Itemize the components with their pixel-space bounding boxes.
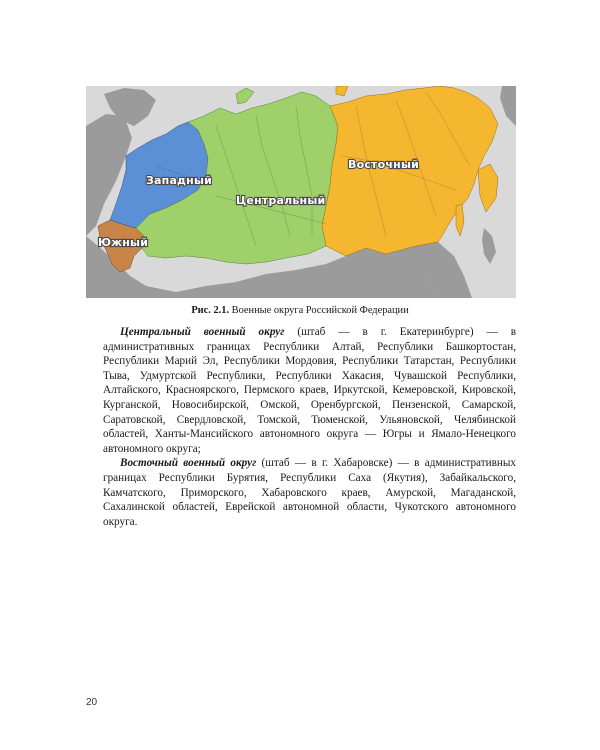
paragraph-body: (штаб — в г. Екатеринбурге) — в административных границах Республики Алтай, Республики Башкортостан, Республики Марий Эл, Республики Мордовия, Республики Татарстан, Республики Тыва, Удмуртской Республики, Республики Хакасия, Чувашской Республики, Алтайского, Красноярского, Пермского краев, Иркутской, Кемеровской, Кировской, Курганской, Новосибирской, Омской, Оренбургской, Пензенской, Самарской, Саратовской, Свердловской, Томской, Тюменской, Ульяновской, Челябинской областей, Ханты-Мансийского автономного округа — Югры и Ямало-Ненецкого автономного округа; [103, 326, 516, 455]
body-text [103, 325, 516, 529]
region-label-eastern: Восточный [348, 158, 420, 171]
caption-number: Рис. 2.1. [191, 305, 230, 316]
region-label-southern: Южный [98, 236, 149, 249]
military-districts-map [86, 86, 516, 298]
figure-caption [0, 304, 600, 318]
paragraph-eastern-district [103, 456, 516, 529]
paragraph-body: (штаб — в г. Хабаровске) — в административных границах Республики Бурятия, Республики Саха (Якутия), Забайкальского, Камчатского, Приморского, Хабаровского краев, Амурской, Магаданской, Сахалинской областей, Еврейской автономной области, Чукотского автономного округа. [103, 457, 516, 528]
caption-text: Военные округа Российской Федерации [231, 305, 409, 316]
paragraph-central-district [103, 325, 516, 456]
paragraph-lead: Восточный военный округ [120, 457, 257, 470]
russia-map-svg [86, 86, 516, 298]
page-number: 20 [86, 697, 98, 708]
region-label-central: Центральный [236, 194, 326, 207]
paragraph-lead: Центральный военный округ [120, 326, 285, 338]
region-label-western: Западный [146, 174, 212, 187]
